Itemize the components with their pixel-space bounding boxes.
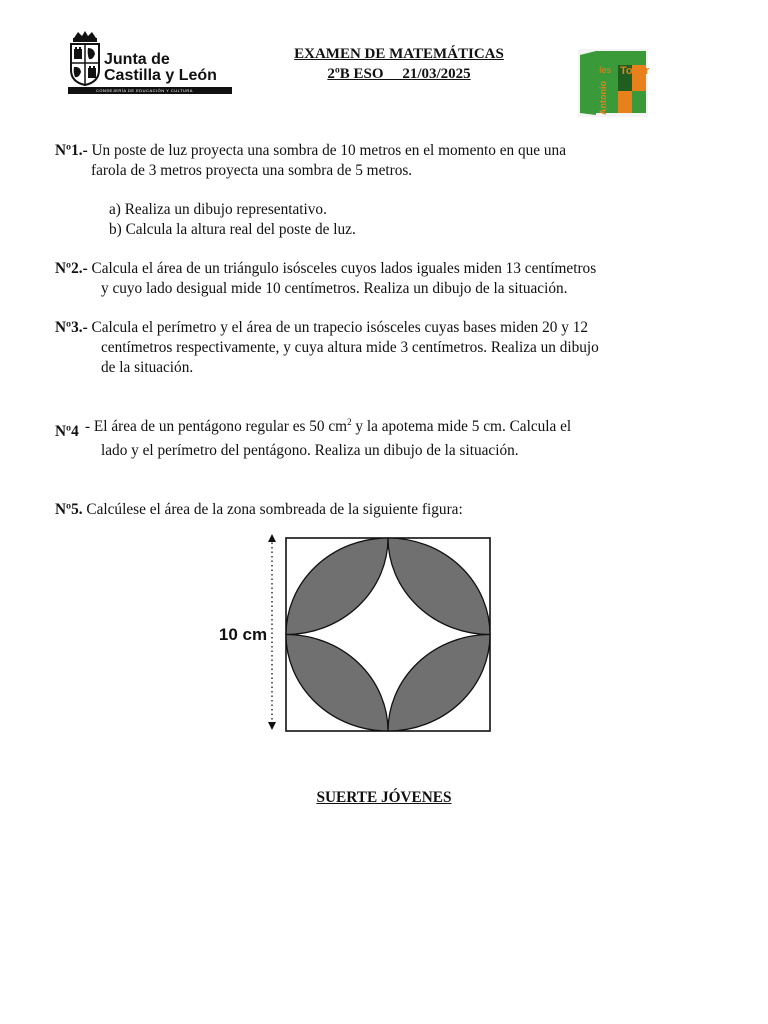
logo-name-line2: Castilla y León xyxy=(104,67,217,84)
question-3-text-line1: Calcula el perímetro y el área de un trapecio isósceles cuyas bases miden 20 y 12 xyxy=(87,319,589,336)
question-3-text-line3: de la situación. xyxy=(101,359,194,376)
question-4 xyxy=(85,413,693,461)
exam-header xyxy=(250,44,548,84)
question-5-label: Nº5. xyxy=(55,501,83,518)
question-3-label: Nº3.- xyxy=(55,319,88,336)
question-5-text: Calcúlese el área de la zona sombreada de la siguiente figura: xyxy=(82,501,463,518)
exam-class-date: 2ºB ESO 21/03/2025 xyxy=(327,66,471,82)
question-3-text-line2: centímetros respectivamente, y cuya altura mide 3 centímetros. Realiza un dibujo xyxy=(101,339,599,356)
question-4-text-part2: y la apotema mide 5 cm. Calcula el xyxy=(351,418,572,435)
arrow-up-icon xyxy=(268,534,276,542)
question-1-text-line2: farola de 3 metros proyecta una sombra de 5 metros. xyxy=(91,162,413,179)
logo-text-tovar: Tovar xyxy=(620,65,650,77)
question-1-item-a: a) Realiza un dibujo representativo. xyxy=(109,201,327,218)
logo-name-line1: Junta de xyxy=(104,51,170,68)
footer-message xyxy=(0,788,768,808)
question-5 xyxy=(55,500,693,520)
question-1-text-line1: Un poste de luz proyecta una sombra de 10 metros en el momento en que una xyxy=(87,142,566,159)
question-1-item-b: b) Calcula la altura real del poste de luz. xyxy=(109,221,356,238)
question-2-text-line2: y cuyo lado desigual mide 10 centímetros. Realiza un dibujo de la situación. xyxy=(101,280,568,297)
shaded-area-figure xyxy=(210,528,500,740)
question-1-label: Nº1.- xyxy=(55,142,88,159)
question-2 xyxy=(55,259,693,299)
logo-text-antonio: Antonio xyxy=(598,81,608,115)
geometry-diagram xyxy=(210,528,500,740)
junta-castilla-leon-logo xyxy=(66,30,234,96)
logo-text-ies: Ies xyxy=(599,65,612,75)
question-4-text-part1: - El área de un pentágono regular es 50 cm xyxy=(85,418,348,435)
question-2-text-line1: Calcula el área de un triángulo isósceles cuyos lados iguales miden 13 centímetros xyxy=(87,260,597,277)
question-2-label: Nº2.- xyxy=(55,260,88,277)
ies-antonio-tovar-logo xyxy=(566,43,664,123)
question-4-text-line2: lado y el perímetro del pentágono. Realiza un dibujo de la situación. xyxy=(101,442,519,459)
question-3 xyxy=(55,318,693,378)
dimension-label: 10 cm xyxy=(218,625,268,644)
school-logo-icon xyxy=(566,43,664,123)
exam-title: EXAMEN DE MATEMÁTICAS xyxy=(294,46,504,62)
arrow-down-icon xyxy=(268,722,276,730)
question-4-superscript: 2 xyxy=(347,417,352,427)
question-4-label: Nº4 xyxy=(55,423,79,440)
question-1 xyxy=(55,141,693,181)
logo-subtitle: CONSEJERÍA DE EDUCACIÓN Y CULTURA xyxy=(96,88,193,93)
coat-of-arms-icon xyxy=(68,30,102,86)
footer-text: SUERTE JÓVENES xyxy=(316,789,452,806)
